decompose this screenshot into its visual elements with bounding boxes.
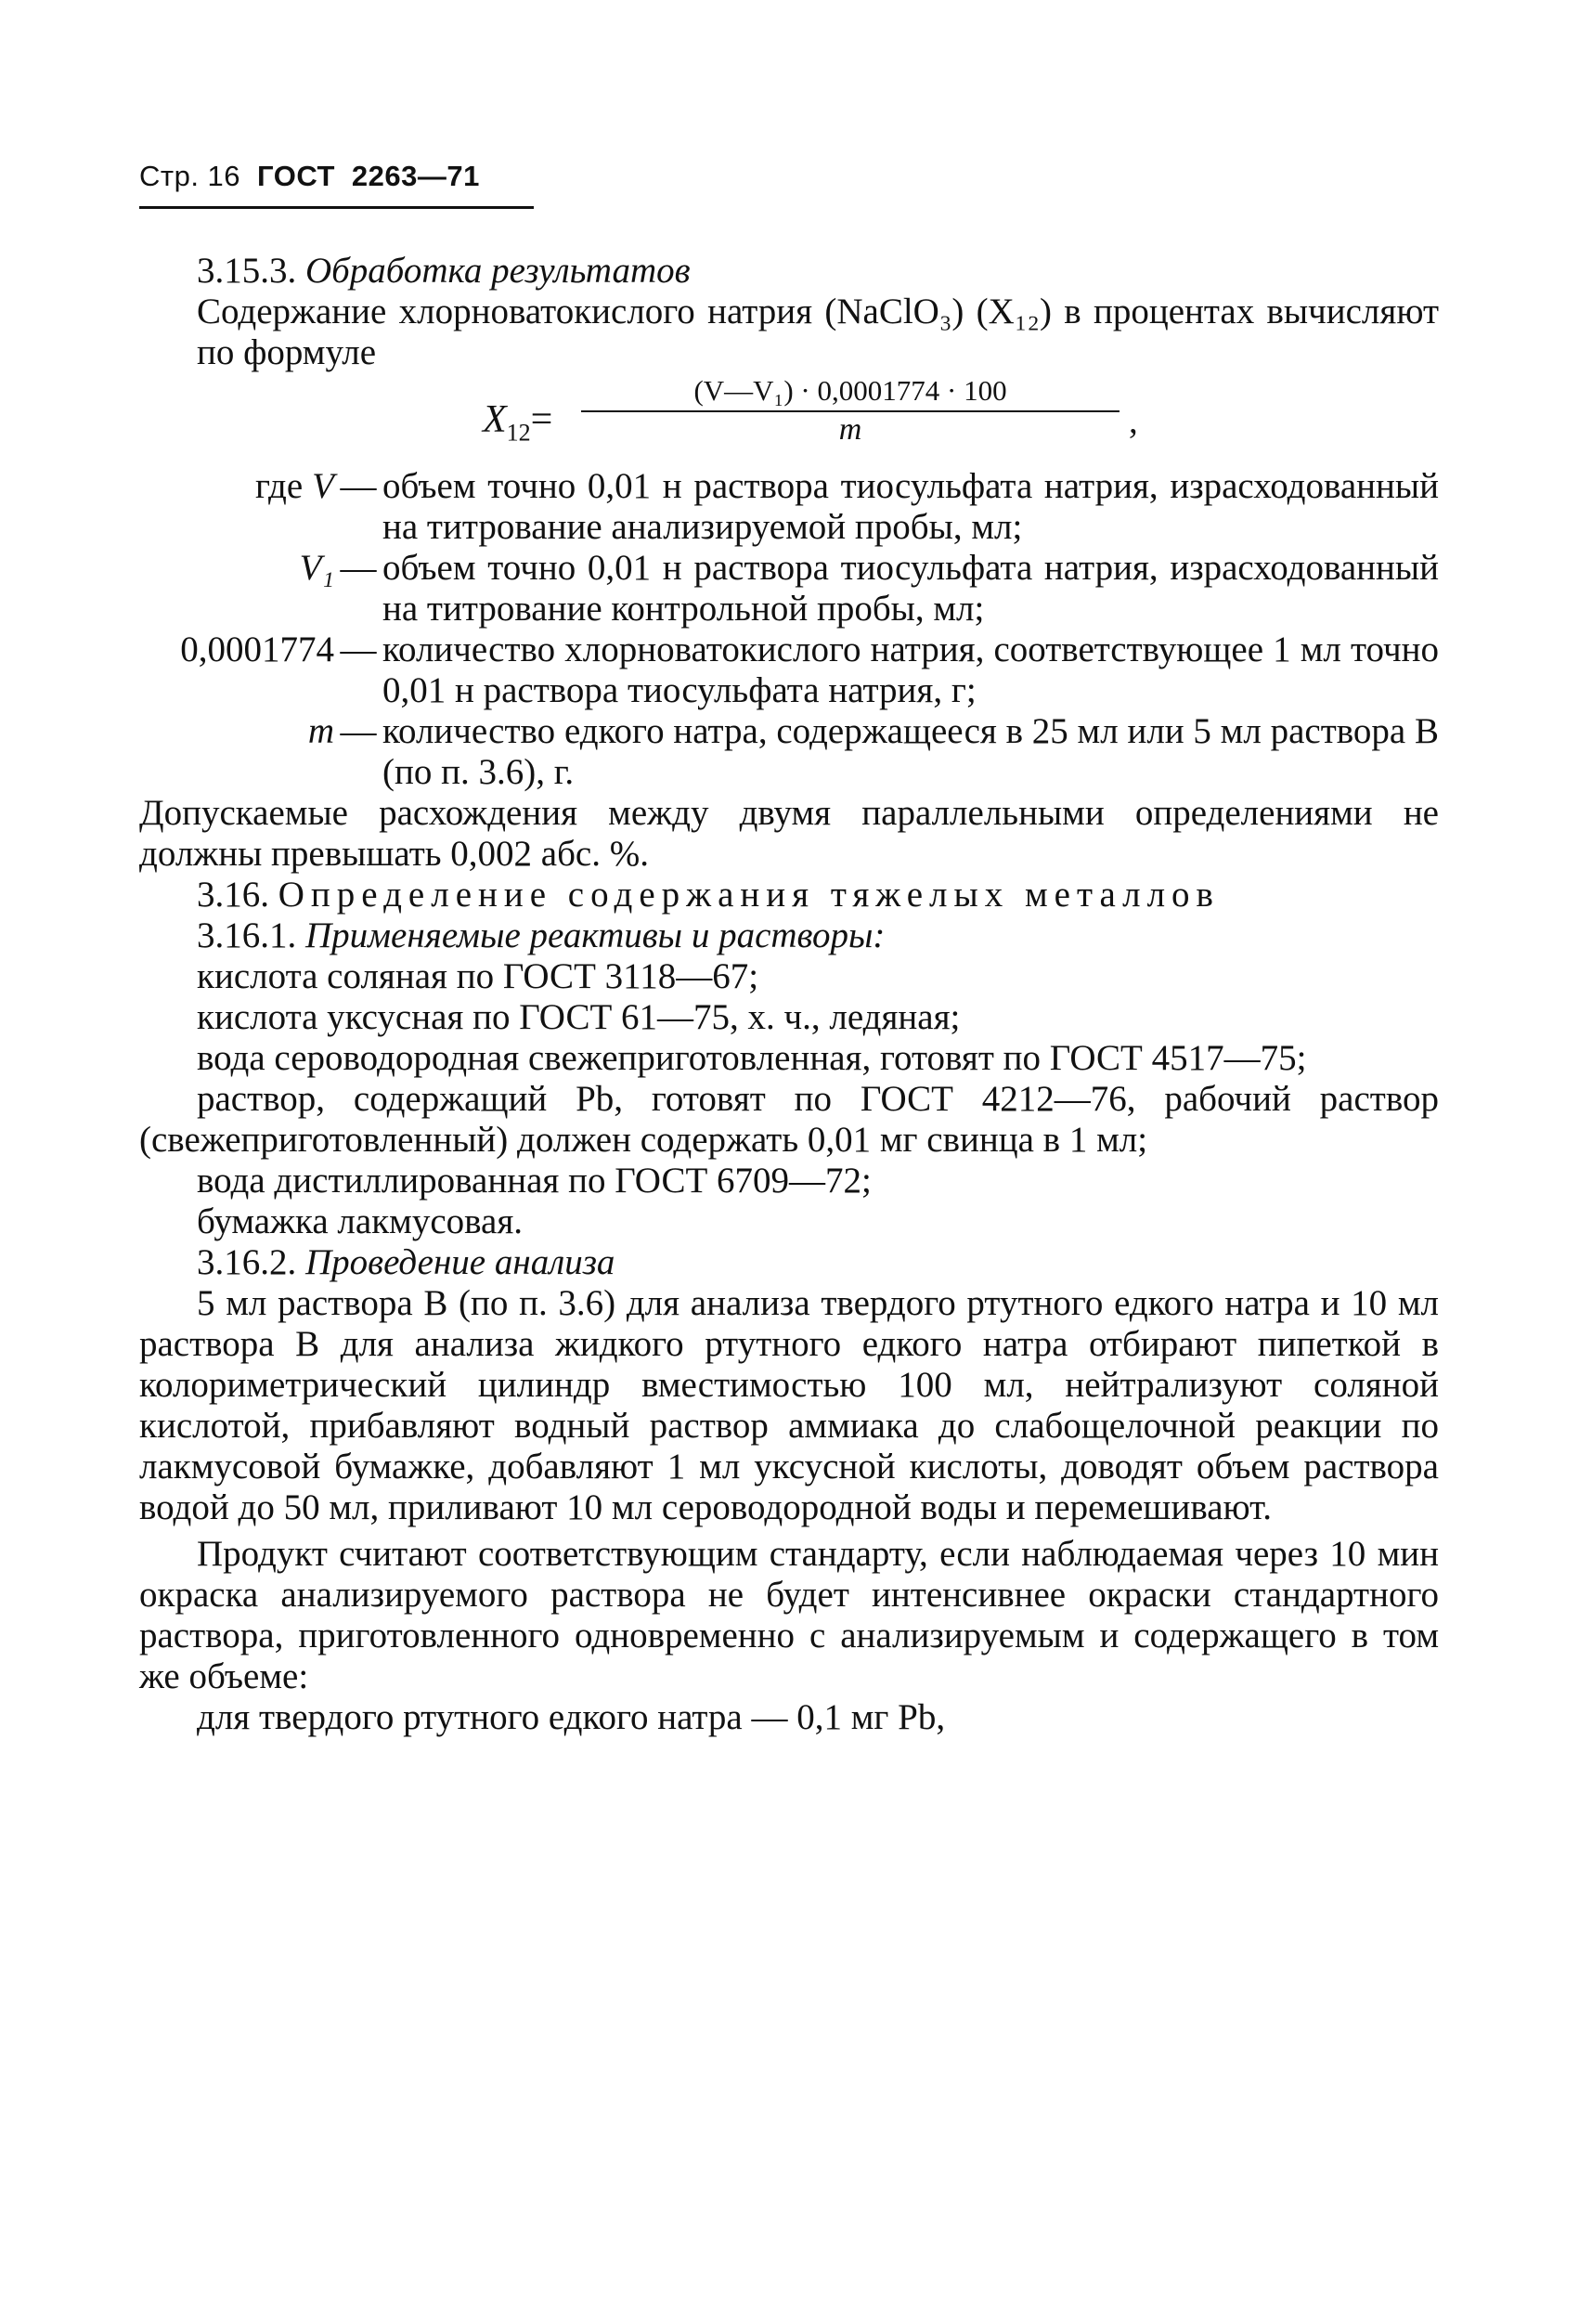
definition-text: количество хлорноватокислого натрия, соответствующее 1 мл точно 0,01 н раствора тиосульфата натрия, г; [382,630,1439,710]
section-number: 3.16.1. [197,915,297,955]
formula-trailing-comma: , [1129,401,1138,441]
formula-symbol: X [483,398,507,441]
page-number: Стр. 16 [139,160,241,192]
page-content [139,251,1439,1738]
definition-dash: — [340,466,377,506]
definition-row [139,466,1439,548]
formula-denominator: m [838,412,862,447]
standard-number: 2263—71 [351,160,480,192]
section-heading-3-16-2 [139,1242,1439,1283]
definition-symbol: m [307,711,334,751]
section-title: Проведение анализа [305,1242,615,1282]
variable-definitions [139,466,1439,793]
formula-lhs [483,399,552,453]
list-item-reagent: кислота соляная по ГОСТ 3118—67; [197,956,759,996]
section-number: 3.16.2. [197,1242,297,1282]
header-rule [139,206,534,209]
list-item-reagent: вода сероводородная свежеприготовленная, готовят по ГОСТ 4517—75; [197,1038,1307,1078]
list-item-reagent: раствор, содержащий Pb, готовят по ГОСТ 4212—76, рабочий раствор (свежеприготовленный) должен содержать 0,01 мг свинца в 1 мл; [139,1079,1439,1160]
page-header [139,160,480,193]
definition-row [139,711,1439,793]
definition-dash: — [340,630,377,669]
section-title: Обработка результатов [305,251,691,291]
definition-symbol: V [312,466,334,506]
definition-row [139,630,1439,711]
paragraph-criteria: Продукт считают соответствующим стандарту, если наблюдаемая через 10 мин окраска анализируемого раствора не будет интенсивнее окраски стандартного раствора, приготовленного одновременно с анализируемым и содержащего в том же объеме: [139,1534,1439,1696]
definition-symbol: V₁ [299,548,334,588]
section-number: 3.15.3. [197,251,297,291]
definition-row [139,548,1439,630]
formula-equals: = [530,398,553,441]
paragraph-procedure: 5 мл раствора B (по п. 3.6) для анализа твердого ртутного едкого натра и 10 мл раствора B для анализа жидкого ртутного едкого натра отбирают пипеткой в колориметрический цилиндр вместимостью 100 мл, нейтрализуют соляной кислотой, прибавляют водный раствор аммиака до слабощелочной реакции по лакмусовой бумажке, добавляют 1 мл уксусной кислоты, доводят объем раствора водой до 50 мл, приливают 10 мл сероводородной воды и перемешивают. [139,1283,1439,1527]
definition-symbol: 0,0001774 [180,630,334,669]
section-title: Определение содержания тяжелых металлов [278,875,1220,915]
section-title: Применяемые реактивы и растворы: [305,915,886,955]
definition-dash: — [340,711,377,751]
definition-dash: — [340,548,377,588]
section-number: 3.16. [197,875,269,915]
section-heading-3-15-3 [139,251,1439,292]
section-heading-3-16 [139,875,1439,915]
section-heading-3-16-1 [139,915,1439,956]
list-item-reagent: бумажка лакмусовая. [197,1201,524,1241]
definition-text: количество едкого натра, содержащееся в 25 мл или 5 мл раствора B (по п. 3.6), г. [382,711,1439,792]
paragraph-content-formula-intro: Содержание хлорноватокислого натрия (NaClO₃) (X₁₂) в процентах вычисляют по формуле [197,292,1439,372]
definition-text: объем точно 0,01 н раствора тиосульфата натрия, израсходованный на титрование анализируемой пробы, мл; [382,466,1439,547]
paragraph-tolerance: Допускаемые расхождения между двумя параллельными определениями не должны превышать 0,002 абс. %. [139,793,1439,874]
where-word: где [254,466,304,506]
formula-fraction [581,373,1120,448]
standard-name: ГОСТ [257,160,335,192]
list-item-reagent: вода дистиллированная по ГОСТ 6709—72; [197,1161,872,1201]
formula-x12 [139,373,1439,466]
formula-subscript: 12 [506,419,531,447]
formula-numerator: (V—V₁) · 0,0001774 · 100 [581,373,1120,412]
list-item-reagent: кислота уксусная по ГОСТ 61—75, х. ч., ледяная; [197,997,961,1037]
paragraph-limit-solid: для твердого ртутного едкого натра — 0,1 мг Pb, [197,1697,946,1737]
definition-text: объем точно 0,01 н раствора тиосульфата натрия, израсходованный на титрование контрольной пробы, мл; [382,548,1439,629]
